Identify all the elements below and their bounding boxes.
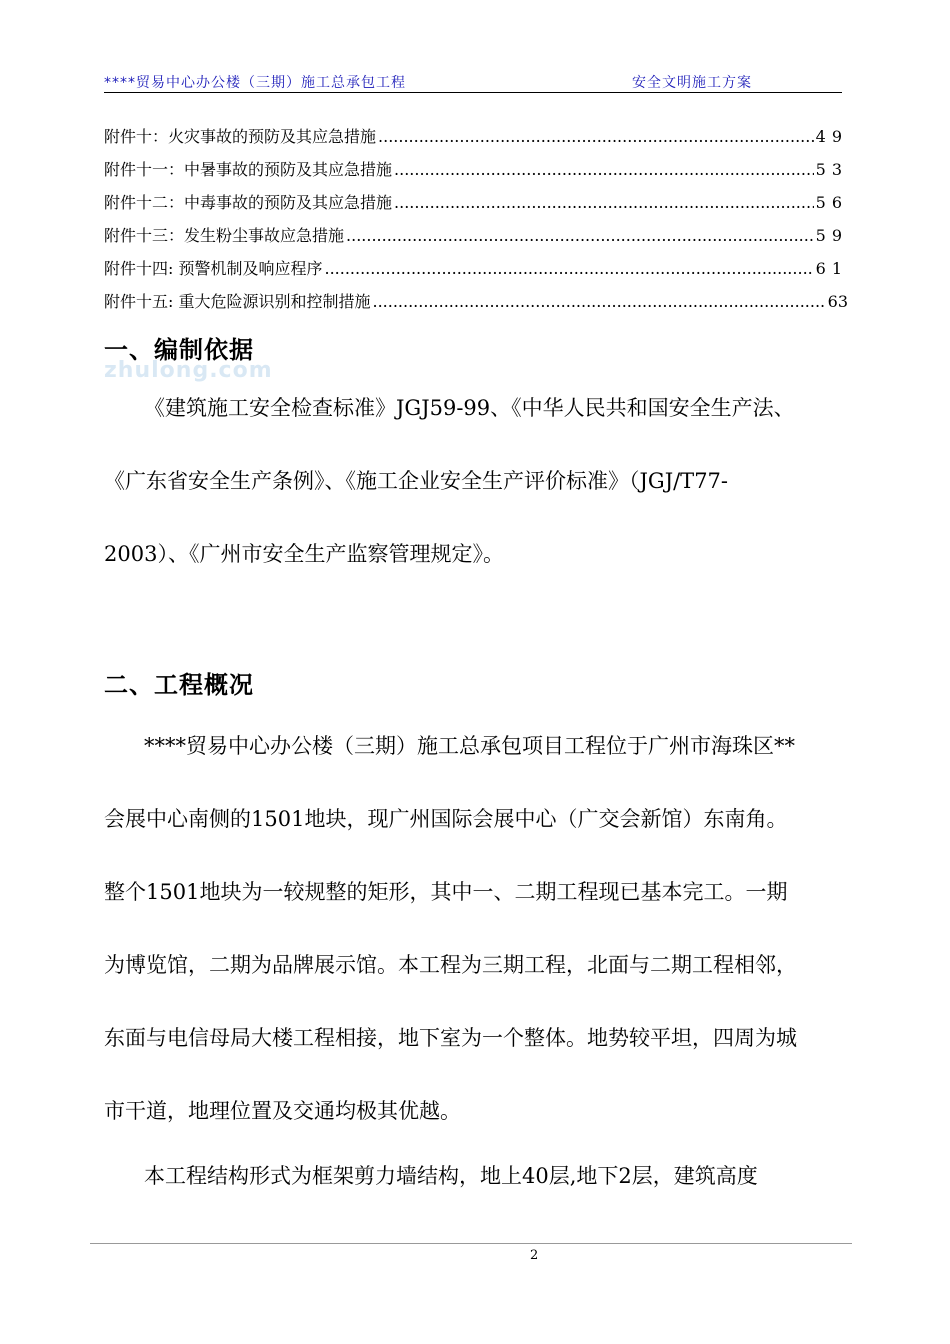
toc-entry-page: 63 [827,292,848,311]
text-line: 市干道，地理位置及交通均极其优越。 [104,1099,461,1123]
toc-entry-label: 附件十一：中暑事故的预防及其应急措施 [104,160,393,179]
toc-entry[interactable] [104,289,848,322]
toc-entry-page: 56 [815,193,848,212]
header-project-title: ****贸易中心办公楼（三期）施工总承包工程 [104,75,406,91]
footer-divider [90,1243,852,1244]
toc-entry-label: 附件十五: 重大危险源识别和控制措施 [104,292,371,311]
toc-entry-label: 附件十三：发生粉尘事故应急措施 [104,226,345,245]
text-line: ****贸易中心办公楼（三期）施工总承包项目工程位于广州市海珠区** [144,734,795,758]
watermark: zhulong.com [104,358,273,383]
toc-leader-dots [378,127,814,146]
text-line: 2003）、《广州市安全生产监察管理规定》。 [104,542,504,566]
toc-entry[interactable] [104,256,848,289]
text-line: 本工程结构形式为框架剪力墙结构，地上40层,地下2层，建筑高度 [144,1164,758,1188]
page-number: 2 [530,1248,539,1263]
text-line: 《广东省安全生产条例》、《施工企业安全生产评价标准》（JGJ/T77- [104,469,729,493]
table-of-contents [104,124,848,322]
text-line: 整个1501地块为一较规整的矩形，其中一、二期工程现已基本完工。一期 [104,880,788,904]
toc-leader-dots [346,226,814,245]
section-heading-basis: 一、编制依据 [104,336,254,364]
text-line: 《建筑施工安全检查标准》JGJ59-99、《中华人民共和国安全生产法、 [144,396,795,420]
toc-leader-dots [394,193,814,212]
section1-paragraph [104,372,849,591]
toc-entry-page: 53 [815,160,848,179]
page-header [104,72,842,93]
toc-entry-page: 49 [815,127,848,146]
toc-entry-page: 61 [815,259,848,278]
toc-entry[interactable] [104,223,848,256]
header-document-title: 安全文明施工方案 [632,75,752,91]
toc-leader-dots [394,160,814,179]
text-line: 东面与电信母局大楼工程相接，地下室为一个整体。地势较平坦，四周为城 [104,1026,797,1050]
text-line: 会展中心南侧的1501地块，现广州国际会展中心（广交会新馆）东南角。 [104,807,788,831]
toc-entry-label: 附件十二：中毒事故的预防及其应急措施 [104,193,393,212]
toc-entry[interactable] [104,157,848,190]
toc-entry-page: 59 [815,226,848,245]
toc-entry-label: 附件十四: 预警机制及响应程序 [104,259,323,278]
section2-paragraph [104,710,849,1213]
toc-leader-dots [324,259,813,278]
text-line: 为博览馆，二期为品牌展示馆。本工程为三期工程，北面与二期工程相邻， [104,953,797,977]
toc-entry[interactable] [104,190,848,223]
section-heading-overview: 二、工程概况 [104,671,254,699]
toc-entry[interactable] [104,124,848,157]
toc-entry-label: 附件十：火灾事故的预防及其应急措施 [104,127,377,146]
toc-leader-dots [372,292,825,311]
